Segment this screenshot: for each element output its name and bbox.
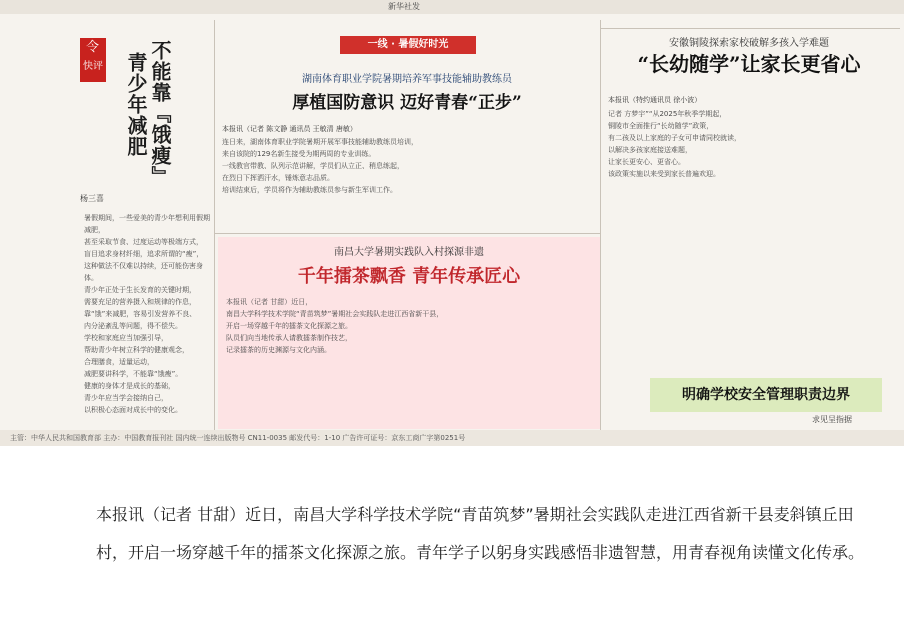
- text-line: 这种做法不仅难以持续，还可能伤害身体。: [84, 262, 203, 282]
- text-line: 在烈日下挥洒汗水，锤炼意志品质。: [222, 174, 334, 182]
- caption-paragraph: 本报讯（记者 甘甜）近日，南昌大学科学技术学院“青苗筑梦”暑期社会实践队走进江西省新干县麦斜镇丘田村，开启一场穿越千年的擂茶文化探源之旅。青年学子以躬身实践感悟非遗智慧，用青春视角读懂文化传承。: [96, 505, 865, 562]
- section-banner: 一线 · 暑假好时光: [340, 36, 476, 54]
- article3-byline: 本报讯（特约通讯员 徐小波）: [608, 96, 702, 104]
- article2-byline: 本报讯（记者 甘甜）近日，: [226, 298, 313, 306]
- article2-body: [226, 296, 592, 424]
- policy-title: 明确学校安全管理职责边界: [682, 387, 850, 403]
- text-line: 记录擂茶的历史渊源与文化内涵。: [226, 346, 331, 354]
- section-rule: [214, 233, 600, 234]
- commentary-title-line2: 青少年减肥: [124, 52, 148, 157]
- text-line: 以积极心态面对成长中的变化。: [84, 406, 182, 414]
- text-line: 暑假期间，一些爱美的青少年想利用假期减肥，: [84, 214, 210, 234]
- article3-body: [608, 108, 898, 368]
- page-footer: [0, 430, 904, 446]
- text-line: 一线教官带教、队列示范讲解，学员们从立正、稍息练起，: [222, 162, 404, 170]
- text-line: 减肥要讲科学，不能靠“饿瘦”。: [84, 370, 183, 378]
- badge-label: 快评: [83, 61, 103, 72]
- text-line: 开启一场穿越千年的擂茶文化探源之旅。: [226, 322, 352, 330]
- badge-glyph: 令: [86, 40, 100, 55]
- footer-text: 主管：中华人民共和国教育部 主办：中国教育报刊社 国内统一连续出版物号 CN11-0035 邮发代号：1-10 广告许可证号：京东工商广字第0251号: [10, 434, 466, 442]
- text-line: 来自该院的129名新生接受为期两周的专业训练。: [222, 150, 376, 158]
- section-rule: [600, 28, 900, 29]
- article3-kicker: 安徽铜陵探索家校破解多孩入学难题: [669, 38, 829, 49]
- text-line: 帮助青少年树立科学的健康观念，: [84, 346, 189, 354]
- text-line: 南昌大学科学技术学院“青苗筑梦”暑期社会实践队走进江西省新干县，: [226, 310, 444, 318]
- commentary-badge: [80, 38, 106, 82]
- text-line: 靠“饿”来减肥，容易引发营养不良、: [84, 310, 197, 318]
- text-line: 青少年应当学会接纳自己，: [84, 394, 168, 402]
- text-line: 有二孩及以上家庭的子女可申请同校就读，: [608, 134, 741, 142]
- text-line: 甚至采取节食、过度运动等极端方式，: [84, 238, 203, 246]
- article-caption: [96, 496, 876, 572]
- column-rule: [600, 20, 601, 430]
- article2-kicker: 南昌大学暑期实践队入村探源非遗: [334, 247, 484, 258]
- text-line: 培训结束后，学员将作为辅助教练员参与新生军训工作。: [222, 186, 397, 194]
- article3-headline: “长幼随学”让家长更省心: [637, 52, 861, 76]
- article1-body: [222, 136, 594, 230]
- text-line: 内分泌紊乱等问题，得不偿失。: [84, 322, 182, 330]
- text-line: 需要充足的营养摄入和规律的作息，: [84, 298, 196, 306]
- text-line: 连日来，湖南体育职业学院暑期开展军事技能辅助教练员培训，: [222, 138, 418, 146]
- text-line: 铜陵市全面推行“长幼随学”政策，: [608, 122, 714, 130]
- article1-headline: 厚植国防意识 迈好青春“正步”: [292, 93, 522, 113]
- text-line: 盲目追求身材纤细，追求所谓的“瘦”，: [84, 250, 204, 258]
- photo-source: 新华社发: [388, 2, 420, 11]
- column-rule: [214, 20, 215, 430]
- article2-headline: 千年擂茶飘香 青年传承匠心: [297, 266, 521, 287]
- top-strip: [0, 0, 904, 14]
- text-line: 该政策实施以来受到家长普遍欢迎。: [608, 170, 720, 178]
- text-line: 健康的身体才是成长的基础，: [84, 382, 175, 390]
- text-line: 让家长更安心、更省心。: [608, 158, 685, 166]
- text-line: 学校和家庭应当加强引导，: [84, 334, 168, 342]
- text-line: 青少年正处于生长发育的关键时期，: [84, 286, 196, 294]
- text-line: 队员们向当地传承人请教擂茶制作技艺，: [226, 334, 352, 342]
- text-line: 以解决多孩家庭接送难题，: [608, 146, 692, 154]
- brand-label: 求见呈指据: [812, 415, 852, 424]
- article1-byline: 本报讯（记者 陈文静 通讯员 王敏清 唐敏）: [222, 125, 357, 133]
- commentary-body: [84, 212, 210, 426]
- commentary-author: 杨三喜: [80, 194, 104, 203]
- commentary-title-line1: 不能靠『饿瘦』: [148, 40, 172, 187]
- text-line: 记者 方梦宇”“从2025年秋季学期起，: [608, 110, 727, 118]
- text-line: 合理膳食，适量运动，: [84, 358, 154, 366]
- article1-kicker: 湖南体育职业学院暑期培养军事技能辅助教练员: [302, 74, 512, 85]
